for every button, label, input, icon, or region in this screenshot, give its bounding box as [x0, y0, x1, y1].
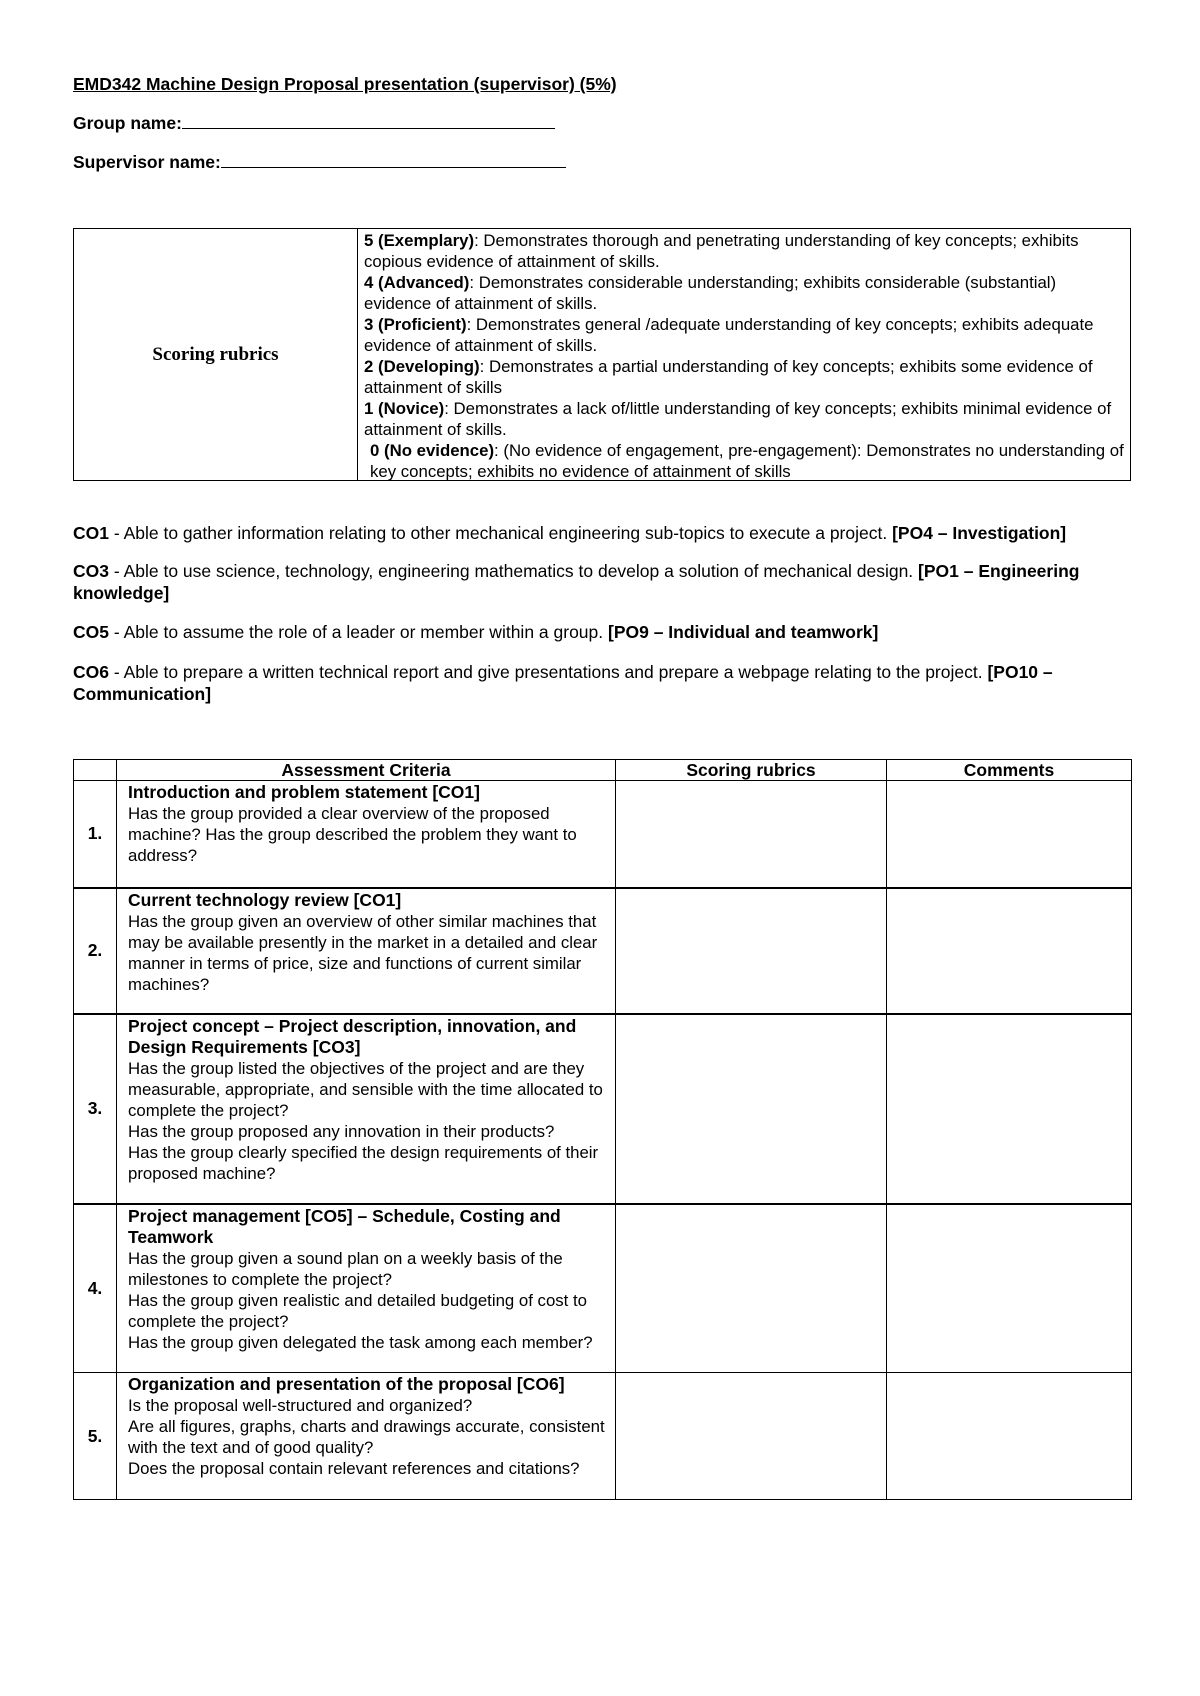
criterion-number: 2. — [74, 888, 117, 1014]
criterion-number: 4. — [74, 1204, 117, 1373]
criterion-question: Has the group provided a clear overview of the proposed machine? Has the group described the problem they want to address? — [128, 804, 577, 865]
header-comments: Comments — [887, 760, 1132, 781]
criterion-question: Has the group clearly specified the design requirements of their proposed machine? — [128, 1142, 599, 1183]
group-name-field — [73, 113, 555, 134]
group-name-label: Group name: — [73, 113, 182, 133]
criterion-number: 5. — [74, 1373, 117, 1500]
criterion-cell — [117, 781, 616, 888]
criterion-question: Are all figures, graphs, charts and drawings accurate, consistent with the text and of good quality? — [128, 1417, 605, 1457]
rubric-level: 2 (Developing): Demonstrates a partial understanding of key concepts; exhibits some evidence of attainment of skills — [364, 357, 1093, 397]
document-title: EMD342 Machine Design Proposal presentation (supervisor) (5%) — [73, 74, 617, 94]
scoring-cell[interactable] — [616, 781, 887, 888]
course-outcome-co3: CO3 - Able to use science, technology, engineering mathematics to develop a solution of mechanical design. [PO1 – Engineering knowledge] — [73, 561, 1080, 603]
comments-cell[interactable] — [887, 888, 1132, 1014]
criterion-question: Has the group given realistic and detailed budgeting of cost to complete the project? — [128, 1290, 587, 1331]
criterion-cell — [117, 1373, 616, 1500]
scoring-rubric-table — [73, 228, 1131, 481]
scoring-cell[interactable] — [616, 888, 887, 1014]
comments-cell[interactable] — [887, 1373, 1132, 1500]
supervisor-name-field — [73, 152, 566, 173]
criterion-question: Has the group given an overview of other similar machines that may be available presently in the market in a detailed and clear manner in terms of price, size and functions of current similar machines? — [128, 911, 598, 994]
criterion-heading: Project management [CO5] – Schedule, Costing and Teamwork — [128, 1205, 561, 1247]
table-row — [74, 781, 1132, 888]
criterion-heading: Organization and presentation of the proposal [CO6] — [128, 1374, 565, 1394]
criterion-number: 1. — [74, 781, 117, 888]
table-row — [74, 1014, 1132, 1204]
table-row — [74, 1373, 1132, 1500]
criterion-question: Has the group given delegated the task among each member? — [128, 1332, 593, 1352]
scoring-cell[interactable] — [616, 1014, 887, 1204]
scoring-cell[interactable] — [616, 1373, 887, 1500]
criterion-heading: Introduction and problem statement [CO1] — [128, 782, 480, 802]
table-row — [74, 1204, 1132, 1373]
comments-cell[interactable] — [887, 1014, 1132, 1204]
criterion-cell — [117, 1014, 616, 1204]
criterion-cell — [117, 1204, 616, 1373]
scoring-rubric-levels — [358, 229, 1130, 480]
header-number — [74, 760, 117, 781]
group-name-blank — [182, 114, 555, 129]
course-outcome-co1: CO1 - Able to gather information relating to other mechanical engineering sub-topics to execute a project. [PO4 – Investigation] — [73, 523, 1067, 543]
rubric-level: 0 (No evidence): (No evidence of engagement, pre-engagement): Demonstrates no understanding of key concepts; exhibits no evidence of attainment of skills — [370, 441, 1124, 481]
header-scoring-rubrics: Scoring rubrics — [616, 760, 887, 781]
comments-cell[interactable] — [887, 1204, 1132, 1373]
criterion-number: 3. — [74, 1014, 117, 1204]
criterion-cell — [117, 888, 616, 1014]
supervisor-name-blank — [221, 153, 566, 168]
course-outcome-co6: CO6 - Able to prepare a written technical report and give presentations and prepare a webpage relating to the project. [PO10 – Communication] — [73, 662, 1053, 704]
rubric-level: 3 (Proficient): Demonstrates general /adequate understanding of key concepts; exhibits adequate evidence of attainment of skills. — [364, 315, 1094, 355]
criterion-question: Has the group listed the objectives of the project and are they measurable, appropriate, and sensible with the time allocated to complete the project? — [128, 1058, 603, 1120]
assessment-table — [73, 759, 1132, 1500]
scoring-cell[interactable] — [616, 1204, 887, 1373]
rubric-level: 1 (Novice): Demonstrates a lack of/little understanding of key concepts; exhibits minimal evidence of attainment of skills. — [364, 399, 1112, 439]
criterion-question: Has the group given a sound plan on a weekly basis of the milestones to complete the project? — [128, 1248, 563, 1289]
assessment-header-row — [74, 760, 1132, 781]
comments-cell[interactable] — [887, 781, 1132, 888]
supervisor-name-label: Supervisor name: — [73, 152, 221, 172]
criterion-heading: Current technology review [CO1] — [128, 889, 402, 910]
criterion-heading: Project concept – Project description, innovation, and Design Requirements [CO3] — [128, 1015, 577, 1057]
table-row — [74, 888, 1132, 1014]
criterion-question: Does the proposal contain relevant references and citations? — [128, 1459, 580, 1478]
criterion-question: Is the proposal well-structured and organized? — [128, 1396, 473, 1415]
scoring-rubric-label: Scoring rubrics — [74, 229, 358, 480]
rubric-level: 4 (Advanced): Demonstrates considerable understanding; exhibits considerable (substantial) evidence of attainment of skills. — [364, 273, 1057, 313]
criterion-question: Has the group proposed any innovation in their products? — [128, 1121, 555, 1141]
header-assessment-criteria: Assessment Criteria — [117, 760, 616, 781]
course-outcome-co5: CO5 - Able to assume the role of a leader or member within a group. [PO9 – Individual and teamwork] — [73, 622, 879, 642]
rubric-level: 5 (Exemplary): Demonstrates thorough and penetrating understanding of key concepts; exhibits copious evidence of attainment of skills. — [364, 231, 1079, 271]
